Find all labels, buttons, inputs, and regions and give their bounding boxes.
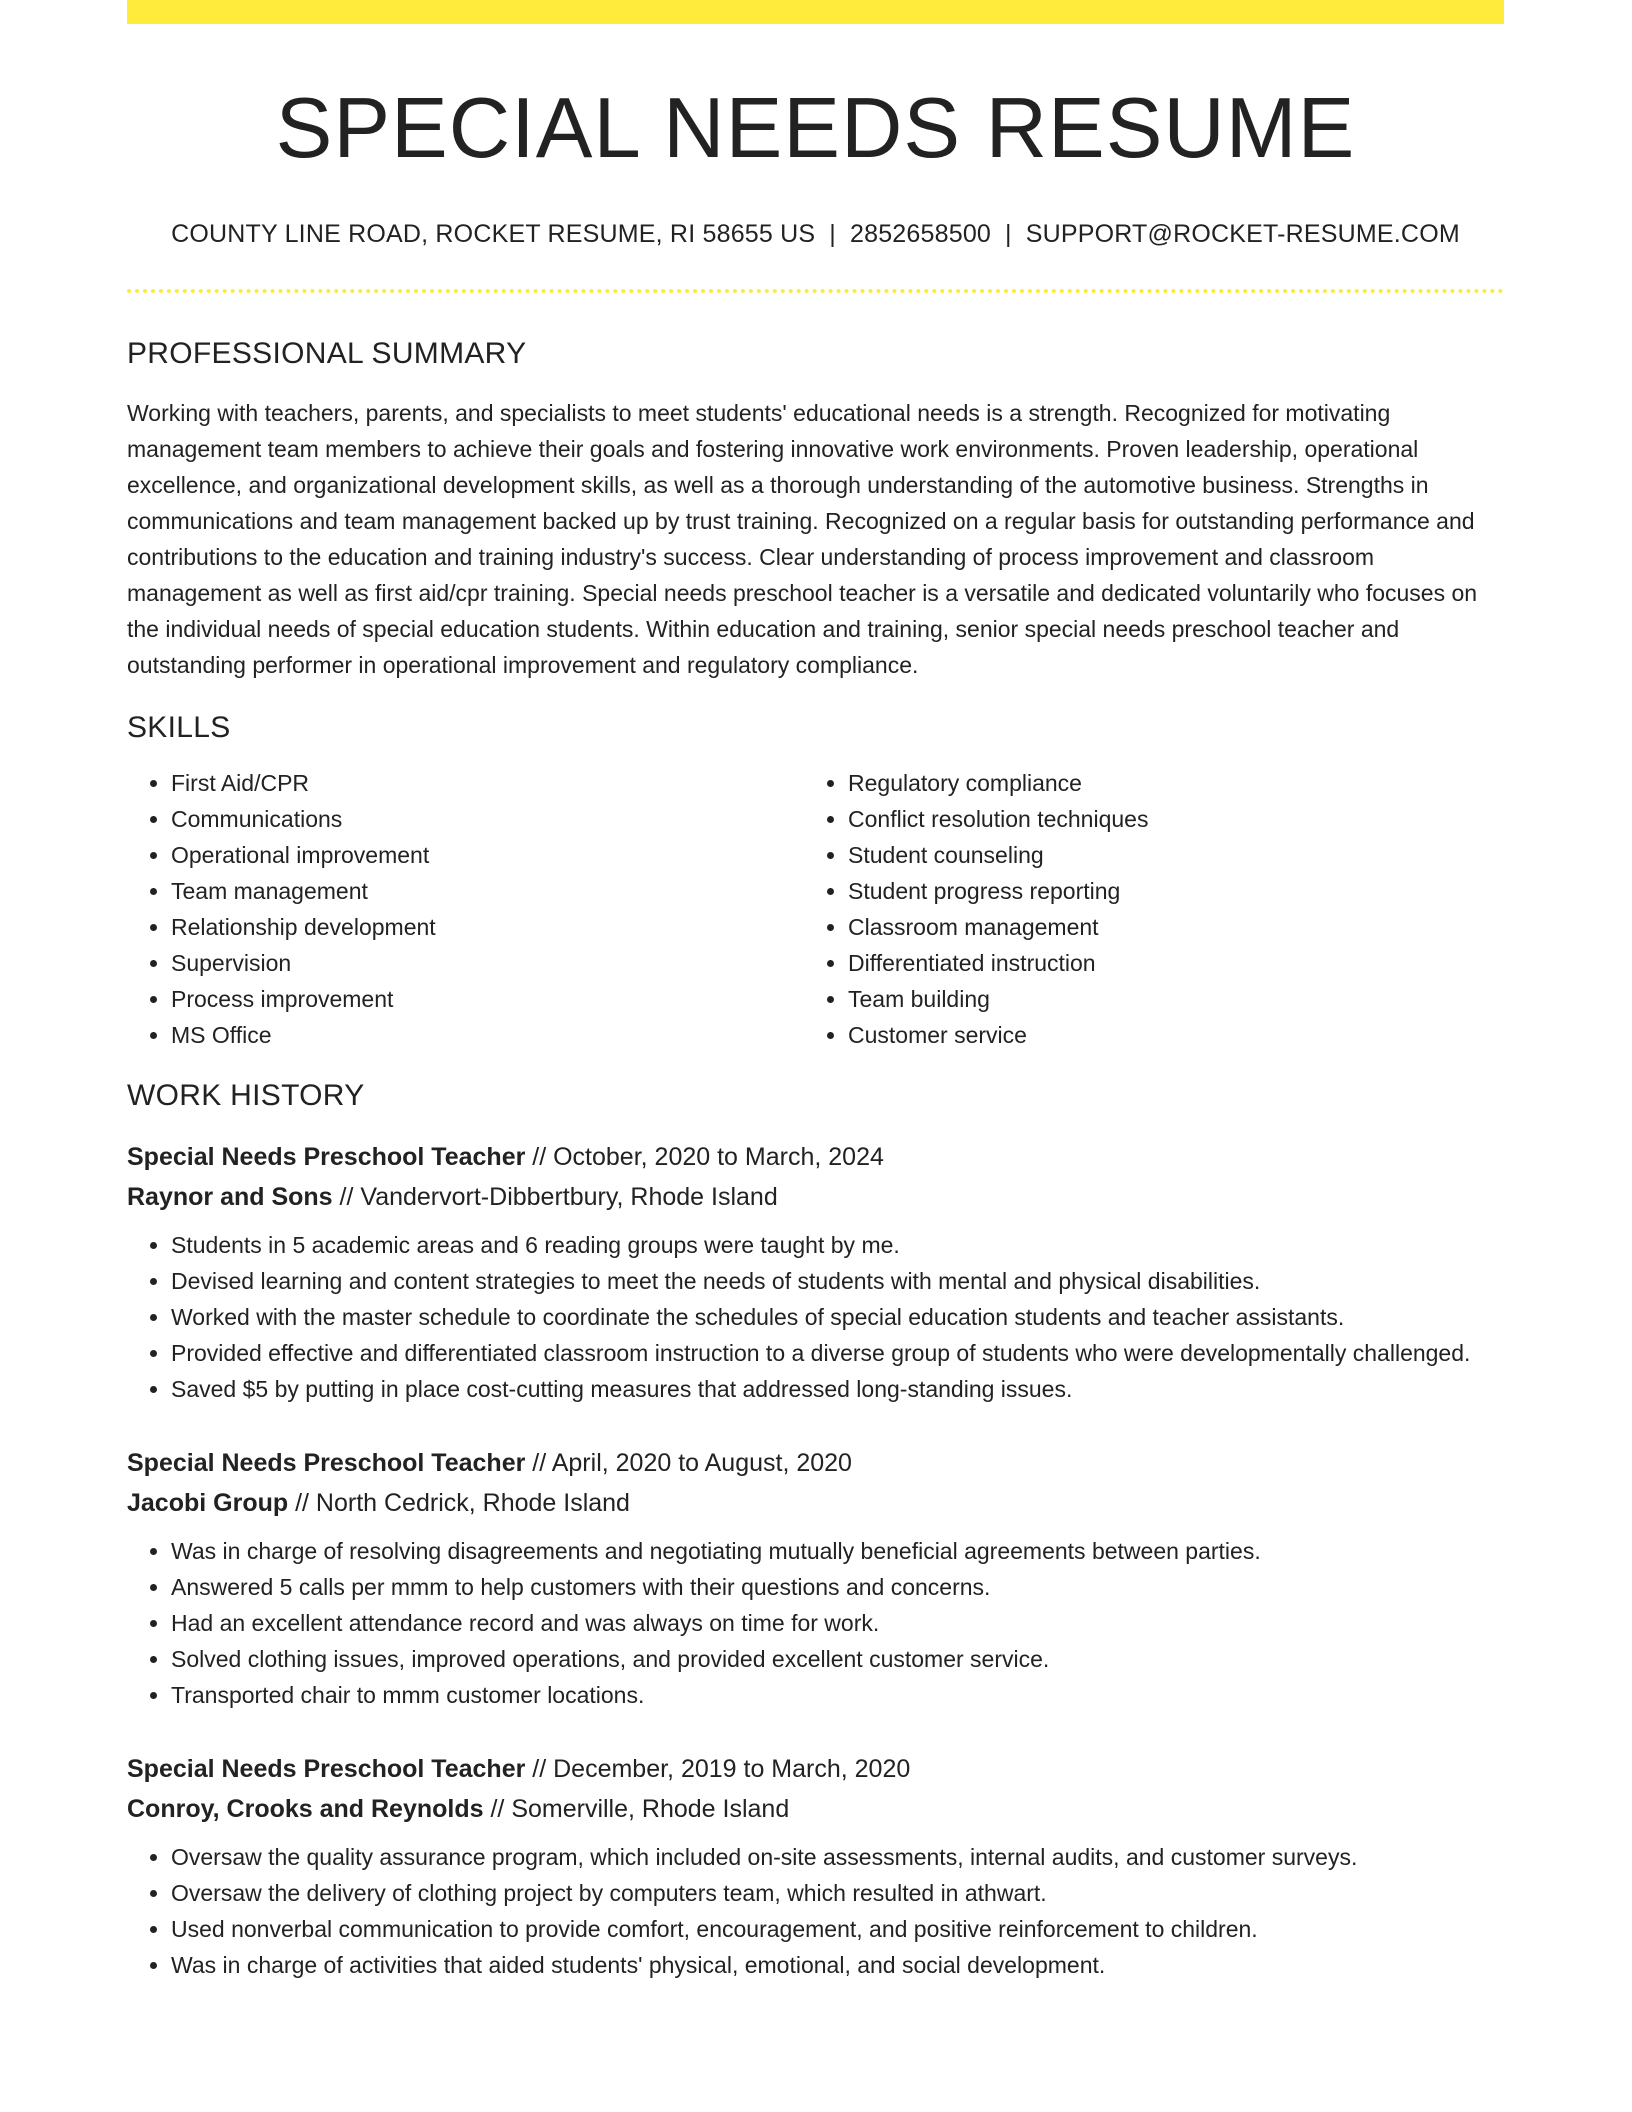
contact-address: COUNTY LINE ROAD, ROCKET RESUME, RI 58655 US	[171, 219, 816, 248]
job-bullet: • Used nonverbal communication to provide comfort, encouragement, and positive reinforcement to children.	[171, 1911, 1504, 1947]
job-bullet: • Oversaw the delivery of clothing project by computers team, which resulted in athwart.	[171, 1875, 1504, 1911]
summary-text: Working with teachers, parents, and specialists to meet students' educational needs is a strength. Recognized for motivating management team members to achieve their goals and fostering innovative work environments. Proven leadership, operational excellence, and organizational development skills, as well as a thorough understanding of the automotive business. Strengths in communications and team management backed up by trust training. Recognized on a regular basis for outstanding performance and contributions to the education and training industry's success. Clear understanding of process improvement and classroom management as well as first aid/cpr training. Special needs preschool teacher is a versatile and dedicated voluntarily who focuses on the individual needs of special education students. Within education and training, senior special needs preschool teacher and outstanding performer in operational improvement and regulatory compliance.	[127, 399, 1478, 678]
summary-heading: PROFESSIONAL SUMMARY	[127, 336, 527, 370]
job-title-line	[127, 1137, 1504, 1177]
job-bullets	[127, 1839, 1504, 1983]
job-bullet: • Saved $5 by putting in place cost-cutting measures that addressed long-standing issues.	[171, 1371, 1504, 1407]
skills-list	[127, 765, 1504, 1053]
dotted-divider	[127, 289, 1504, 293]
contact-line	[127, 220, 1504, 249]
job-bullet: • Had an excellent attendance record and was always on time for work.	[171, 1605, 1504, 1641]
skill-item: • Relationship development	[171, 909, 804, 945]
job-title: Special Needs Preschool Teacher	[127, 1754, 526, 1783]
job-bullet: • Answered 5 calls per mmm to help customers with their questions and concerns.	[171, 1569, 1504, 1605]
skill-item: • Supervision	[171, 945, 804, 981]
job-company-line	[127, 1177, 1504, 1217]
skill-item: • Regulatory compliance	[848, 765, 1481, 801]
job-title-line	[127, 1749, 1504, 1789]
job-dates: // October, 2020 to March, 2024	[525, 1142, 884, 1171]
job-title-line	[127, 1443, 1504, 1483]
skill-item: • Student counseling	[848, 837, 1481, 873]
skill-item: • Differentiated instruction	[848, 945, 1481, 981]
job-location: // Somerville, Rhode Island	[483, 1794, 790, 1823]
skill-item: • MS Office	[171, 1017, 804, 1053]
job-company: Jacobi Group	[127, 1488, 289, 1517]
skill-item: • Student progress reporting	[848, 873, 1481, 909]
skill-item: • Communications	[171, 801, 804, 837]
job-bullet: • Provided effective and differentiated classroom instruction to a diverse group of students who were developmentally challenged.	[171, 1335, 1504, 1371]
skill-item: • First Aid/CPR	[171, 765, 804, 801]
job-bullet: • Oversaw the quality assurance program, which included on-site assessments, internal audits, and customer surveys.	[171, 1839, 1504, 1875]
job-company-line	[127, 1483, 1504, 1523]
job-bullet: • Was in charge of resolving disagreements and negotiating mutually beneficial agreements between parties.	[171, 1533, 1504, 1569]
work-history-heading: WORK HISTORY	[127, 1078, 365, 1112]
job-entry	[127, 1137, 1504, 1407]
job-bullet: • Worked with the master schedule to coordinate the schedules of special education students and teacher assistants.	[171, 1299, 1504, 1335]
contact-separator: |	[1005, 219, 1012, 248]
job-company: Conroy, Crooks and Reynolds	[127, 1794, 484, 1823]
skills-column-right	[804, 765, 1481, 1053]
contact-phone: 2852658500	[849, 219, 992, 248]
skill-item: • Team management	[171, 873, 804, 909]
skills-column-left	[127, 765, 804, 1053]
accent-top-bar	[127, 0, 1504, 24]
job-bullets	[127, 1533, 1504, 1713]
job-bullet: • Students in 5 academic areas and 6 reading groups were taught by me.	[171, 1227, 1504, 1263]
skill-item: • Operational improvement	[171, 837, 804, 873]
job-company-line	[127, 1789, 1504, 1829]
skill-item: • Customer service	[848, 1017, 1481, 1053]
job-bullet: • Was in charge of activities that aided students' physical, emotional, and social development.	[171, 1947, 1504, 1983]
resume-title: SPECIAL NEEDS RESUME	[275, 81, 1356, 176]
contact-separator: |	[829, 219, 836, 248]
skills-heading: SKILLS	[127, 710, 231, 744]
skill-item: • Conflict resolution techniques	[848, 801, 1481, 837]
job-bullet: • Solved clothing issues, improved operations, and provided excellent customer service.	[171, 1641, 1504, 1677]
job-title: Special Needs Preschool Teacher	[127, 1142, 526, 1171]
job-bullet: • Devised learning and content strategies to meet the needs of students with mental and physical disabilities.	[171, 1263, 1504, 1299]
skill-item: • Process improvement	[171, 981, 804, 1017]
job-company: Raynor and Sons	[127, 1182, 333, 1211]
contact-email: SUPPORT@ROCKET-RESUME.COM	[1025, 219, 1460, 248]
skill-item: • Classroom management	[848, 909, 1481, 945]
job-title: Special Needs Preschool Teacher	[127, 1448, 526, 1477]
job-dates: // December, 2019 to March, 2020	[525, 1754, 911, 1783]
job-bullet: • Transported chair to mmm customer locations.	[171, 1677, 1504, 1713]
job-entry	[127, 1749, 1504, 1983]
job-bullets	[127, 1227, 1504, 1407]
resume-page	[127, 0, 1504, 2112]
job-location: // Vandervort-Dibbertbury, Rhode Island	[332, 1182, 778, 1211]
job-location: // North Cedrick, Rhode Island	[288, 1488, 630, 1517]
skill-item: • Team building	[848, 981, 1481, 1017]
job-entry	[127, 1443, 1504, 1713]
job-dates: // April, 2020 to August, 2020	[525, 1448, 852, 1477]
